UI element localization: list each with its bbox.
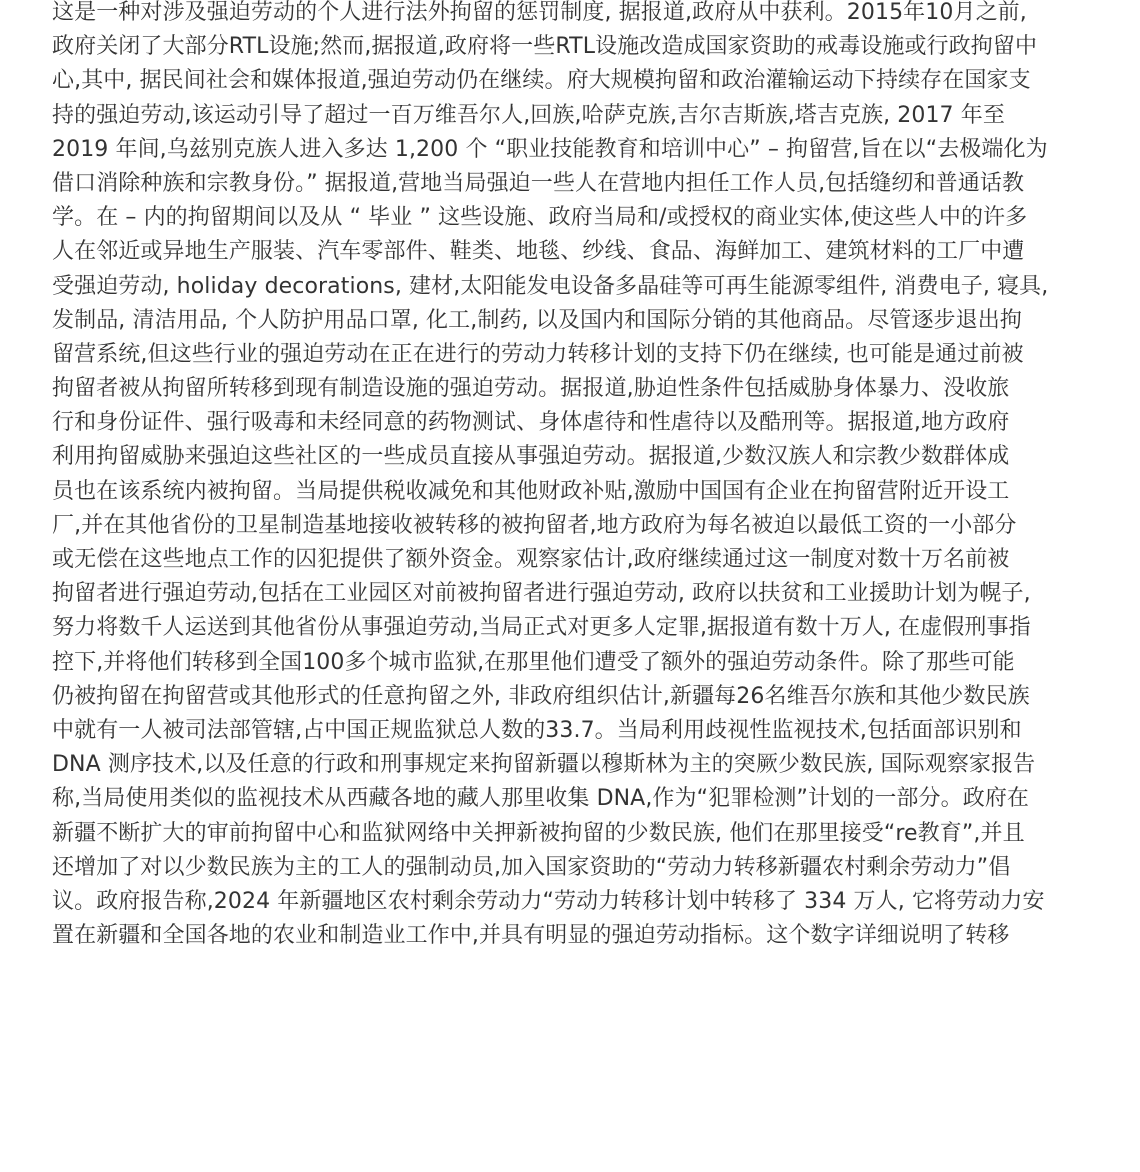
text-line-26: 还增加了对以少数民族为主的工人的强制动员,加入国家资助的“劳动力转移新疆农村剩余劳动力”倡	[52, 854, 1011, 880]
text-line-9: 受强迫劳动, holiday decorations, 建材,太阳能发电设备多晶硅等可再生能源零组件, 消费电子, 寝具,	[52, 273, 1049, 299]
text-line-3: 心,其中, 据民间社会和媒体报道,强迫劳动仍在继续。府大规模拘留和政治灌输运动下持续存在国家支	[52, 68, 1031, 94]
text-line-19: 努力将数千人运送到其他省份从事强迫劳动,当局正式对更多人定罪,据报道有数十万人, 在虚假刑事指	[52, 615, 1031, 641]
text-line-11: 留营系统,但这些行业的强迫劳动在正在进行的劳动力转移计划的支持下仍在继续, 也可能是通过前被	[52, 341, 1024, 367]
text-line-23: DNA 测序技术,以及任意的行政和刑事规定来拘留新疆以穆斯林为主的突厥少数民族, 国际观察家报告	[52, 752, 1036, 778]
text-line-16: 厂,并在其他省份的卫星制造基地接收被转移的被拘留者,地方政府为每名被迫以最低工资的一小部分	[52, 512, 1017, 538]
text-line-2: 政府关闭了大部分RTL设施;然而,据报道,政府将一些RTL设施改造成国家资助的戒毒设施或行政拘留中	[52, 34, 1038, 60]
text-line-7: 学。在 – 内的拘留期间以及从 “ 毕业 ” 这些设施、政府当局和/或授权的商业实体,使这些人中的许多	[52, 205, 1028, 231]
text-line-14: 利用拘留威胁来强迫这些社区的一些成员直接从事强迫劳动。据报道,少数汉族人和宗教少数群体成	[52, 444, 1010, 470]
text-line-22: 中就有一人被司法部管辖,占中国正规监狱总人数的33.7。当局利用歧视性监视技术,包括面部识别和	[52, 717, 1022, 743]
text-line-6: 借口消除种族和宗教身份。” 据报道,营地当局强迫一些人在营地内担任工作人员,包括缝纫和普通话教	[52, 170, 1025, 196]
text-line-24: 称,当局使用类似的监视技术从西藏各地的藏人那里收集 DNA,作为“犯罪检测”计划的一部分。政府在	[52, 786, 1030, 812]
text-line-18: 拘留者进行强迫劳动,包括在工业园区对前被拘留者进行强迫劳动, 政府以扶贫和工业援助计划为幌子,	[52, 581, 1031, 607]
text-line-1: 这是一种对涉及强迫劳动的个人进行法外拘留的惩罚制度, 据报道,政府从中获利。2015年10月之前,	[52, 0, 1027, 25]
text-line-12: 拘留者被从拘留所转移到现有制造设施的强迫劳动。据报道,胁迫性条件包括威胁身体暴力、没收旅	[52, 376, 1010, 402]
text-line-4: 持的强迫劳动,该运动引导了超过一百万维吾尔人,回族,哈萨克族,吉尔吉斯族,塔吉克族, 2017 年至	[52, 102, 1005, 128]
text-line-8: 人在邻近或异地生产服装、汽车零部件、鞋类、地毯、纱线、食品、海鲜加工、建筑材料的工厂中遭	[52, 239, 1025, 265]
text-line-21: 仍被拘留在拘留营或其他形式的任意拘留之外, 非政府组织估计,新疆每26名维吾尔族和其他少数民族	[52, 683, 1030, 709]
text-line-5: 2019 年间,乌兹别克族人进入多达 1,200 个 “职业技能教育和培训中心” – 拘留营,旨在以“去极端化为	[52, 136, 1048, 162]
text-line-15: 员也在该系统内被拘留。当局提供税收减免和其他财政补贴,激励中国国有企业在拘留营附近开设工	[52, 478, 1010, 504]
text-line-20: 控下,并将他们转移到全国100多个城市监狱,在那里他们遭受了额外的强迫劳动条件。除了那些可能	[52, 649, 1015, 675]
text-line-25: 新疆不断扩大的审前拘留中心和监狱网络中关押新被拘留的少数民族, 他们在那里接受“re教育”,并且	[52, 820, 1025, 846]
text-line-27: 议。政府报告称,2024 年新疆地区农村剩余劳动力“劳动力转移计划中转移了 334 万人, 它将劳动力安	[52, 888, 1045, 914]
text-line-17: 或无偿在这些地点工作的囚犯提供了额外资金。观察家估计,政府继续通过这一制度对数十万名前被	[52, 547, 1010, 572]
text-line-10: 发制品, 清洁用品, 个人防护用品口罩, 化工,制药, 以及国内和国际分销的其他商品。尽管逐步退出拘	[52, 307, 1022, 333]
text-line-13: 行和身份证件、强行吸毒和未经同意的药物测试、身体虐待和性虐待以及酷刑等。据报道,地方政府	[52, 410, 1010, 436]
text-line-28: 置在新疆和全国各地的农业和制造业工作中,并具有明显的强迫劳动指标。这个数字详细说明了转移	[52, 923, 1010, 949]
article-body	[52, 0, 1112, 953]
